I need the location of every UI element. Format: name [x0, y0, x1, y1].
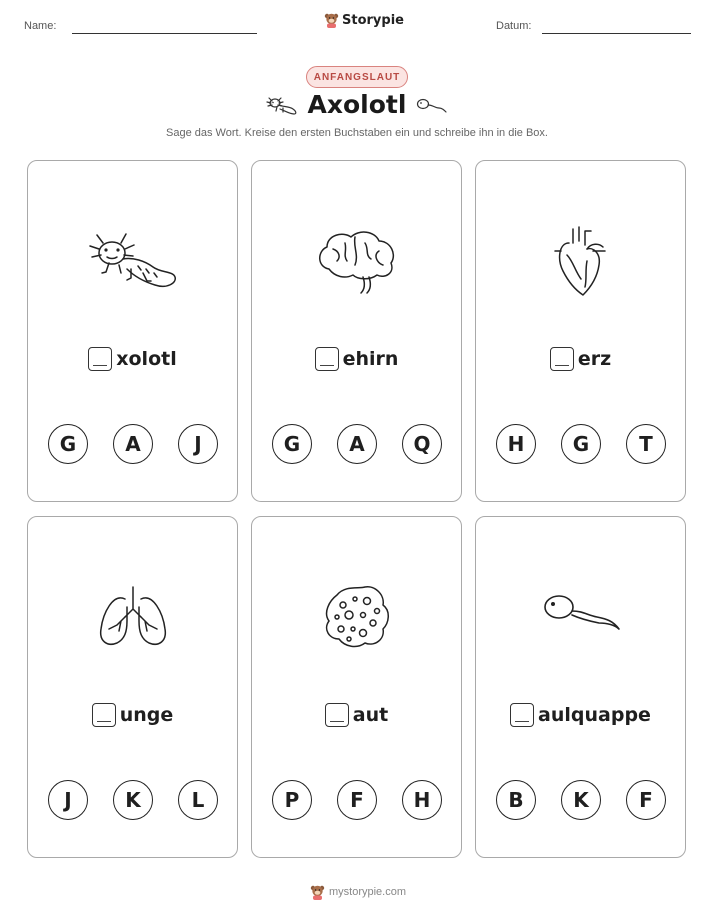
letter-option[interactable]: G	[48, 424, 88, 464]
skin-cell-icon	[307, 577, 407, 657]
card-tadpole	[475, 516, 686, 858]
word-remainder: unge	[119, 704, 174, 726]
answer-box[interactable]	[315, 347, 339, 371]
letter-option[interactable]: F	[626, 780, 666, 820]
letter-option[interactable]: Q	[402, 424, 442, 464]
letter-choices	[496, 424, 666, 464]
letter-choices	[496, 780, 666, 820]
footer	[310, 884, 406, 900]
word-prompt	[476, 703, 685, 727]
letter-option[interactable]: A	[337, 424, 377, 464]
word-prompt	[252, 703, 461, 727]
card-brain	[251, 160, 462, 502]
letter-option[interactable]: F	[337, 780, 377, 820]
storypie-logo	[324, 12, 404, 28]
word-prompt	[28, 347, 237, 371]
letter-choices	[48, 780, 218, 820]
answer-box[interactable]	[550, 347, 574, 371]
word-remainder: erz	[577, 348, 612, 370]
answer-box[interactable]	[325, 703, 349, 727]
word-remainder: aut	[352, 704, 389, 726]
brain-icon	[307, 221, 407, 301]
letter-option[interactable]: J	[48, 780, 88, 820]
page-title: Axolotl	[307, 90, 407, 119]
name-line[interactable]	[72, 33, 257, 34]
tadpole-small-icon	[416, 98, 448, 114]
topic-badge: ANFANGSLAUT	[306, 66, 408, 88]
logo-text: Storypie	[342, 12, 404, 28]
letter-option[interactable]: L	[178, 780, 218, 820]
tadpole-icon	[531, 577, 631, 657]
word-remainder: ehirn	[342, 348, 399, 370]
letter-option[interactable]: K	[113, 780, 153, 820]
bear-mascot-icon	[310, 884, 325, 900]
letter-option[interactable]: P	[272, 780, 312, 820]
letter-option[interactable]: H	[496, 424, 536, 464]
word-prompt	[28, 703, 237, 727]
answer-box[interactable]	[88, 347, 112, 371]
word-prompt	[476, 347, 685, 371]
bear-mascot-icon	[324, 12, 339, 28]
letter-option[interactable]: B	[496, 780, 536, 820]
card-axolotl	[27, 160, 238, 502]
date-line[interactable]	[542, 33, 691, 34]
letter-option[interactable]: J	[178, 424, 218, 464]
answer-box[interactable]	[510, 703, 534, 727]
letter-option[interactable]: H	[402, 780, 442, 820]
word-remainder: aulquappe	[538, 704, 651, 726]
letter-option[interactable]: K	[561, 780, 601, 820]
footer-url[interactable]: mystorypie.com	[329, 886, 407, 898]
letter-choices	[272, 780, 442, 820]
instructions: Sage das Wort. Kreise den ersten Buchstaben ein und schreibe ihn in die Box.	[166, 127, 548, 139]
letter-option[interactable]: G	[561, 424, 601, 464]
name-label: Name:	[24, 20, 57, 32]
axolotl-icon	[83, 221, 183, 301]
letter-option[interactable]: G	[272, 424, 312, 464]
letter-option[interactable]: T	[626, 424, 666, 464]
answer-box[interactable]	[92, 703, 116, 727]
letter-choices	[272, 424, 442, 464]
date-label: Datum:	[496, 20, 532, 32]
card-skin	[251, 516, 462, 858]
heart-icon	[531, 221, 631, 301]
letter-choices	[48, 424, 218, 464]
card-heart	[475, 160, 686, 502]
letter-option[interactable]: A	[113, 424, 153, 464]
lungs-icon	[83, 577, 183, 657]
word-prompt	[252, 347, 461, 371]
card-lungs	[27, 516, 238, 858]
word-remainder: xolotl	[116, 348, 177, 370]
